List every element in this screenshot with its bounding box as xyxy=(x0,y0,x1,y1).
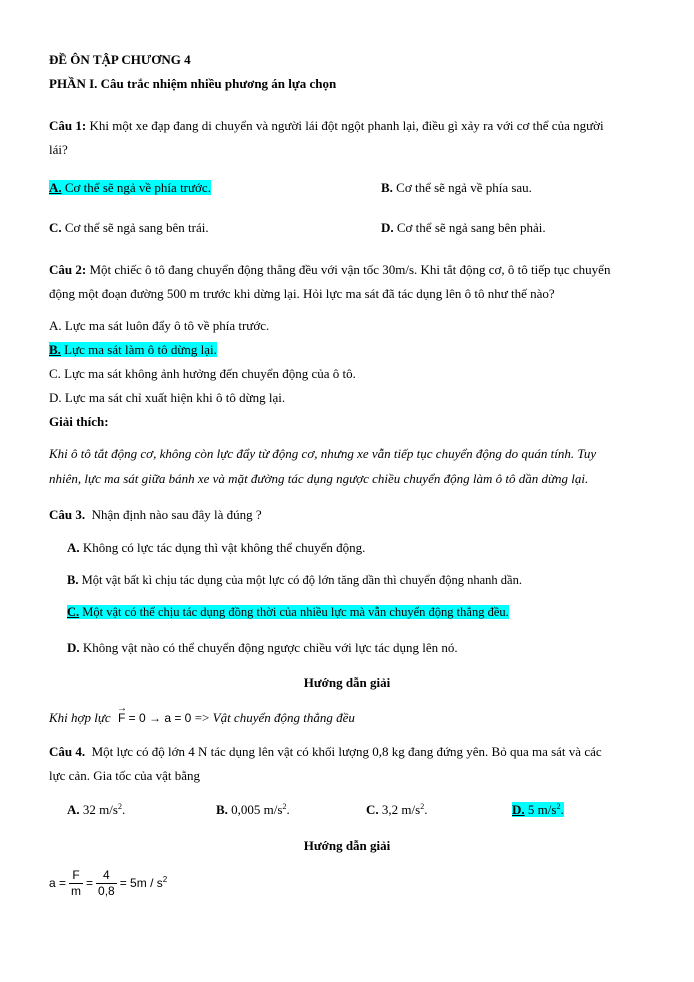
q3-option-b xyxy=(67,572,522,588)
q3-option-c-text: Một vật có thể chịu tác dụng đồng thời của nhiều lực mà vẫn chuyển động thẳng đều. xyxy=(82,605,509,619)
q4-option-a xyxy=(67,802,125,818)
part-heading: PHẦN I. Câu trắc nhiệm nhiều phương án lựa chọn xyxy=(49,76,337,91)
q3-option-d xyxy=(67,640,458,656)
q1-option-b xyxy=(381,180,532,196)
q3-guide-suffix: Vật chuyển động thẳng đều xyxy=(212,710,355,725)
q4-option-a-value: 32 m/s xyxy=(82,802,118,817)
document-title: ĐỀ ÔN TẬP CHƯƠNG 4 xyxy=(49,52,191,67)
question-2 xyxy=(49,262,610,278)
q4-option-d-letter: D. xyxy=(512,802,525,817)
q4-formula-result: = 5m / s xyxy=(119,876,163,890)
q4-option-d-exp: 2 xyxy=(556,802,561,811)
q2-option-d: D. Lực ma sát chỉ xuất hiện khi ô tô dừng lại. xyxy=(49,390,286,405)
q4-option-c-end: . xyxy=(424,802,428,817)
q4-fraction-1-den: m xyxy=(71,884,82,899)
q4-option-d-end: . xyxy=(560,802,564,817)
q4-fraction-2-num: 4 xyxy=(96,868,117,884)
q4-option-d xyxy=(512,802,564,818)
q4-formula-lhs: a = xyxy=(49,876,67,890)
q2-option-b xyxy=(49,342,217,358)
question-2-label: Câu 2: xyxy=(49,262,87,277)
q4-fraction-1 xyxy=(69,868,83,899)
q4-option-c-value: 3,2 m/s xyxy=(381,802,421,817)
q4-option-a-end: . xyxy=(121,802,126,817)
q4-guide-formula xyxy=(49,866,167,900)
question-4-text-line2: lực cản. Gia tốc của vật bằng xyxy=(49,768,201,783)
question-2-text-line1: Một chiếc ô tô đang chuyển động thẳng đều với vận tốc 30m/s. Khi tắt động cơ, ô tô tiếp tục chuyển xyxy=(89,262,611,277)
q2-option-b-letter: B. xyxy=(49,342,61,357)
question-4-text-line1: Một lực có độ lớn 4 N tác dụng lên vật có khối lượng 0,8 kg đang đứng yên. Bỏ qua ma sát và các xyxy=(91,744,602,759)
q1-option-c-letter: C. xyxy=(49,220,62,235)
q4-fraction-1-num: F xyxy=(69,868,83,884)
q1-option-a-letter: A. xyxy=(49,180,62,195)
q2-explain-line1: Khi ô tô tắt động cơ, không còn lực đẩy từ động cơ, nhưng xe vẫn tiếp tục chuyển động do quán tính. Tuy xyxy=(49,446,597,461)
q3-guide-prefix: Khi hợp lực xyxy=(49,710,111,725)
question-2-text-line2: động một đoạn đường 500 m trước khi dừng lại. Hỏi lực ma sát đã tác dụng lên ô tô như thế nào? xyxy=(49,286,555,301)
q1-option-d-text: Cơ thể sẽ ngả sang bên phải. xyxy=(396,220,546,235)
q3-guide-formula: = 0 → a = 0 xyxy=(128,711,192,725)
q4-option-b xyxy=(216,802,290,818)
q1-option-d-letter: D. xyxy=(381,220,394,235)
q4-option-b-exp: 2 xyxy=(282,802,287,811)
q1-option-b-text: Cơ thể sẽ ngả về phía sau. xyxy=(396,180,532,195)
q4-option-b-end: . xyxy=(286,802,290,817)
q3-guide-arrow: => xyxy=(194,710,210,725)
q3-option-d-text: Không vật nào có thể chuyển động ngược chiều với lực tác dụng lên nó. xyxy=(82,640,458,655)
q4-option-a-exp: 2 xyxy=(117,802,122,811)
q4-option-c-letter: C. xyxy=(366,802,379,817)
q4-option-d-value: 5 m/s xyxy=(527,802,557,817)
q2-explain-title: Giải thích: xyxy=(49,414,109,429)
q3-option-b-text: Một vật bất kì chịu tác dụng của một lực có độ lớn tăng dần thì chuyển động nhanh dần. xyxy=(81,573,522,587)
q2-option-b-text: Lực ma sát làm ô tô dừng lại. xyxy=(64,342,217,357)
q1-option-a xyxy=(49,180,211,196)
q2-explain-line2: nhiên, lực ma sát giữa bánh xe và mặt đường tác dụng ngược chiều chuyển động làm ô tô dần dừng lại. xyxy=(49,471,589,486)
q4-fraction-2-den: 0,8 xyxy=(98,884,115,899)
q3-option-c-letter: C. xyxy=(67,605,80,619)
q3-option-b-letter: B. xyxy=(67,573,79,587)
q4-fraction-2 xyxy=(96,868,117,899)
question-3-label: Câu 3. xyxy=(49,507,86,522)
q4-formula-exp: 2 xyxy=(162,875,168,884)
question-3-text: Nhận định nào sau đây là đúng ? xyxy=(91,507,262,522)
q4-guide-title: Hướng dẫn giải xyxy=(303,838,391,853)
question-4 xyxy=(49,744,602,760)
q1-option-c-text: Cơ thể sẽ ngả sang bên trái. xyxy=(64,220,209,235)
q4-option-c-exp: 2 xyxy=(420,802,425,811)
q1-option-a-text: Cơ thể sẽ ngả về phía trước. xyxy=(64,180,211,195)
q4-option-a-letter: A. xyxy=(67,802,80,817)
question-1-label: Câu 1: xyxy=(49,118,87,133)
q4-option-b-letter: B. xyxy=(216,802,228,817)
question-3 xyxy=(49,507,262,523)
q3-guide-line xyxy=(49,710,355,726)
q1-option-b-letter: B. xyxy=(381,180,393,195)
question-4-label: Câu 4. xyxy=(49,744,86,759)
q1-option-d xyxy=(381,220,546,236)
question-1-text-line1: Khi một xe đạp đang di chuyển và người lái đột ngột phanh lại, điều gì xảy ra với cơ thể của người xyxy=(89,118,604,133)
q2-option-c: C. Lực ma sát không ảnh hưởng đến chuyển động của ô tô. xyxy=(49,366,356,381)
q3-option-a-text: Không có lực tác dụng thì vật không thể chuyển động. xyxy=(82,540,366,555)
q3-option-d-letter: D. xyxy=(67,640,80,655)
q3-option-a xyxy=(67,540,365,556)
q3-option-c xyxy=(67,604,509,620)
q4-formula-eq: = xyxy=(86,876,94,890)
question-1-text-line2: lái? xyxy=(49,142,68,157)
q3-guide-title: Hướng dẫn giải xyxy=(303,675,391,690)
q1-option-c xyxy=(49,220,209,236)
q4-option-b-value: 0,005 m/s xyxy=(231,802,283,817)
q3-guide-force-vector: → F xyxy=(118,710,125,726)
q2-option-a: A. Lực ma sát luôn đẩy ô tô về phía trước. xyxy=(49,318,270,333)
q3-option-a-letter: A. xyxy=(67,540,80,555)
q4-option-c xyxy=(366,802,427,818)
question-1 xyxy=(49,118,604,134)
